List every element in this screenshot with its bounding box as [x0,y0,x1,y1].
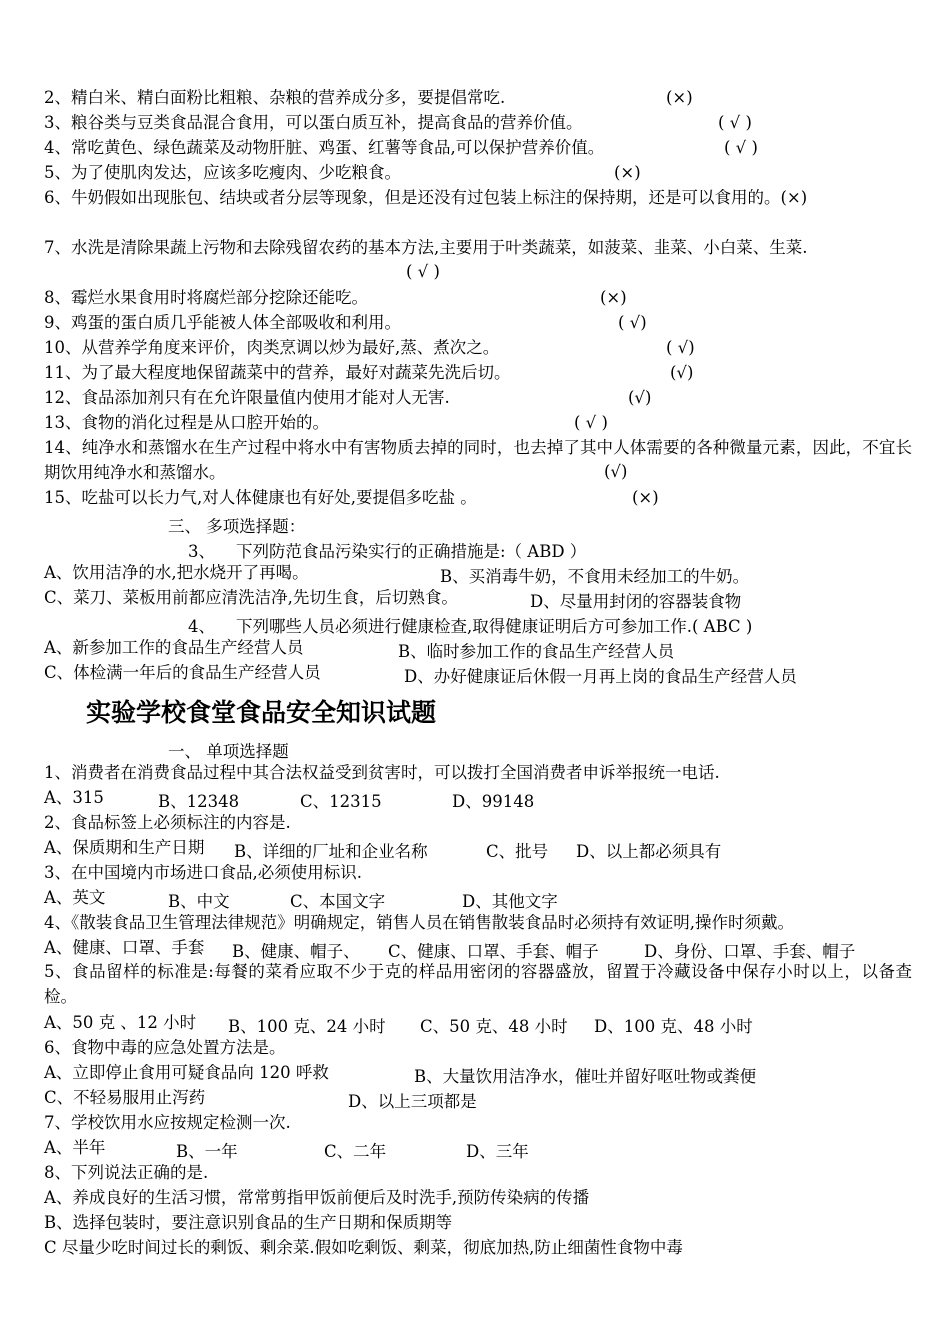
single-q5-option-c: C、50 克、48 小时 [420,1017,568,1036]
tf-item-3: 3、粮谷类与豆类食品混合食用，可以蛋白质互补，提高食品的营养价值。 [44,113,583,132]
single-q6-option-d: D、以上三项都是 [348,1092,477,1111]
tf-mark-3: ( √ ) [718,113,752,132]
single-q3-option-b: B、中文 [168,892,230,911]
single-q7-stem: 7、学校饮用水应按规定检测一次. [44,1113,291,1132]
document-title: 实验学校食堂食品安全知识试题 [86,698,437,727]
single-q8-option-c: C 尽量少吃时间过长的剩饭、剩余菜.假如吃剩饭、剩菜，彻底加热,防止细菌性食物中毒 [44,1238,683,1257]
single-q6-stem: 6、食物中毒的应急处置方法是。 [44,1038,286,1057]
multi-q3-option-d: D、尽量用封闭的容器装食物 [530,592,742,611]
tf-mark-9: ( √) [618,313,647,332]
multi-q4-option-a: A、新参加工作的食品生产经营人员 [44,638,304,657]
single-q7-option-b: B、一年 [176,1142,238,1161]
single-q7-option-c: C、二年 [324,1142,387,1161]
tf-item-12: 12、食品添加剂只有在允许限量值内使用才能对人无害. [44,388,450,407]
single-q3-option-c: C、本国文字 [290,892,386,911]
tf-mark-5: (×) [614,163,641,182]
single-q3-stem: 3、在中国境内市场进口食品,必须使用标识. [44,863,362,882]
tf-item-4: 4、常吃黄色、绿色蔬菜及动物肝脏、鸡蛋、红薯等食品,可以保护营养价值。 [44,138,605,157]
tf-item-8: 8、霉烂水果食用时将腐烂部分挖除还能吃。 [44,288,368,307]
single-q1-option-d: D、99148 [452,792,535,811]
single-q2-option-d: D、以上都必须具有 [576,842,722,861]
single-q8-stem: 8、下列说法正确的是. [44,1163,209,1182]
tf-item-15: 15、吃盐可以长力气,对人体健康也有好处,要提倡多吃盐 。 [44,488,477,507]
tf-mark-8: (×) [600,288,627,307]
single-q1-option-a: A、315 [44,788,104,807]
tf-item-6: 6、牛奶假如出现胀包、结块或者分层等现象，但是还没有过包装上标注的保持期，还是可以食用的。(×) [44,188,808,207]
tf-mark-7: ( √ ) [406,262,440,281]
single-q4-option-c: C、健康、口罩、手套、帽子 [388,942,599,961]
single-q1-stem: 1、消费者在消费食品过程中其合法权益受到贫害时，可以拨打全国消费者申诉举报统一电话. [44,763,720,782]
single-q4-stem: 4、《散装食品卫生管理法律规范》明确规定，销售人员在销售散装食品时必须持有效证明,操作时须戴。 [44,913,794,932]
single-q5-option-b: B、100 克、24 小时 [228,1017,386,1036]
multi-heading: 三、 多项选择题： [168,517,306,536]
tf-mark-11: (√) [670,363,694,382]
single-q6-option-a: A、立即停止食用可疑食品向 120 呼救 [44,1063,329,1082]
tf-mark-14: (√) [604,462,628,481]
single-q5-option-d: D、100 克、48 小时 [594,1017,753,1036]
single-q8-option-a: A、养成良好的生活习惯，常常剪指甲饭前便后及时洗手,预防传染病的传播 [44,1188,590,1207]
tf-item-13: 13、食物的消化过程是从口腔开始的。 [44,413,329,432]
tf-item-5: 5、为了使肌肉发达，应该多吃瘦肉、少吃粮食。 [44,163,401,182]
tf-mark-15: (×) [632,488,659,507]
single-q5-stem: 5、食品留样的标准是:每餐的菜肴应取不少于克的样品用密闭的容器盛放，留置于冷藏设备中保存小时以上，以备查检。 [44,962,912,1006]
single-q6-option-b: B、大量饮用洁净水，催吐并留好呕吐物或粪便 [414,1067,757,1086]
tf-item-10: 10、从营养学角度来评价，肉类烹调以炒为最好,蒸、煮次之。 [44,338,500,357]
single-q4-option-b: B、健康、帽子、 [232,942,360,961]
multi-q4-stem: 4、 下列哪些人员必须进行健康检查,取得健康证明后方可参加工作.( ABC ) [188,617,753,636]
single-q3-option-a: A、英文 [44,888,106,907]
single-q1-option-b: B、12348 [158,792,240,811]
multi-q4-option-d: D、办好健康证后休假一月再上岗的食品生产经营人员 [404,667,797,686]
tf-mark-10: ( √) [666,338,695,357]
single-q2-option-a: A、保质期和生产日期 [44,838,205,857]
single-q3-option-d: D、其他文字 [462,892,558,911]
single-q7-option-a: A、半年 [44,1138,106,1157]
multi-q3-option-a: A、饮用洁净的水,把水烧开了再喝。 [44,563,309,582]
single-q8-option-b: B、选择包装时，要注意识别食品的生产日期和保质期等 [44,1213,453,1232]
multi-q3-option-b: B、买消毒牛奶，不食用未经加工的牛奶。 [440,567,750,586]
multi-q3-option-c: C、菜刀、菜板用前都应清洗洁净,先切生食，后切熟食。 [44,588,458,607]
tf-mark-4: ( √ ) [724,138,758,157]
tf-item-14: 14、纯净水和蒸馏水在生产过程中将水中有害物质去掉的同时，也去掉了其中人体需要的各种微量元素，因此，不宜长期饮用纯净水和蒸馏水。 [44,438,912,482]
single-q2-stem: 2、食品标签上必须标注的内容是. [44,813,291,832]
single-q4-option-d: D、身份、口罩、手套、帽子 [644,942,856,961]
tf-mark-13: ( √ ) [574,413,608,432]
single-q1-option-c: C、12315 [300,792,382,811]
tf-item-9: 9、鸡蛋的蛋白质几乎能被人体全部吸收和利用。 [44,313,401,332]
single-q6-option-c: C、不轻易服用止泻药 [44,1088,206,1107]
tf-mark-2: (×) [666,88,693,107]
single-q4-option-a: A、健康、口罩、手套 [44,938,205,957]
tf-item-2: 2、精白米、精白面粉比粗粮、杂粮的营养成分多，要提倡常吃. [44,88,506,107]
tf-item-7: 7、水洗是清除果蔬上污物和去除残留农药的基本方法,主要用于叶类蔬菜，如菠菜、韭菜、小白菜、生菜. [44,238,808,257]
tf-item-11: 11、为了最大程度地保留蔬菜中的营养，最好对蔬菜先洗后切。 [44,363,511,382]
tf-mark-12: (√) [628,388,652,407]
single-q2-option-b: B、详细的厂址和企业名称 [234,842,428,861]
single-q5-option-a: A、50 克 、12 小时 [44,1013,197,1032]
single-heading: 一、 单项选择题 [168,742,289,761]
multi-q4-option-b: B、临时参加工作的食品生产经营人员 [398,642,675,661]
single-q7-option-d: D、三年 [466,1142,529,1161]
single-q2-option-c: C、批号 [486,842,549,861]
multi-q4-option-c: C、体检满一年后的食品生产经营人员 [44,663,321,682]
multi-q3-stem: 3、 下列防范食品污染实行的正确措施是:（ ABD ） [188,542,587,561]
